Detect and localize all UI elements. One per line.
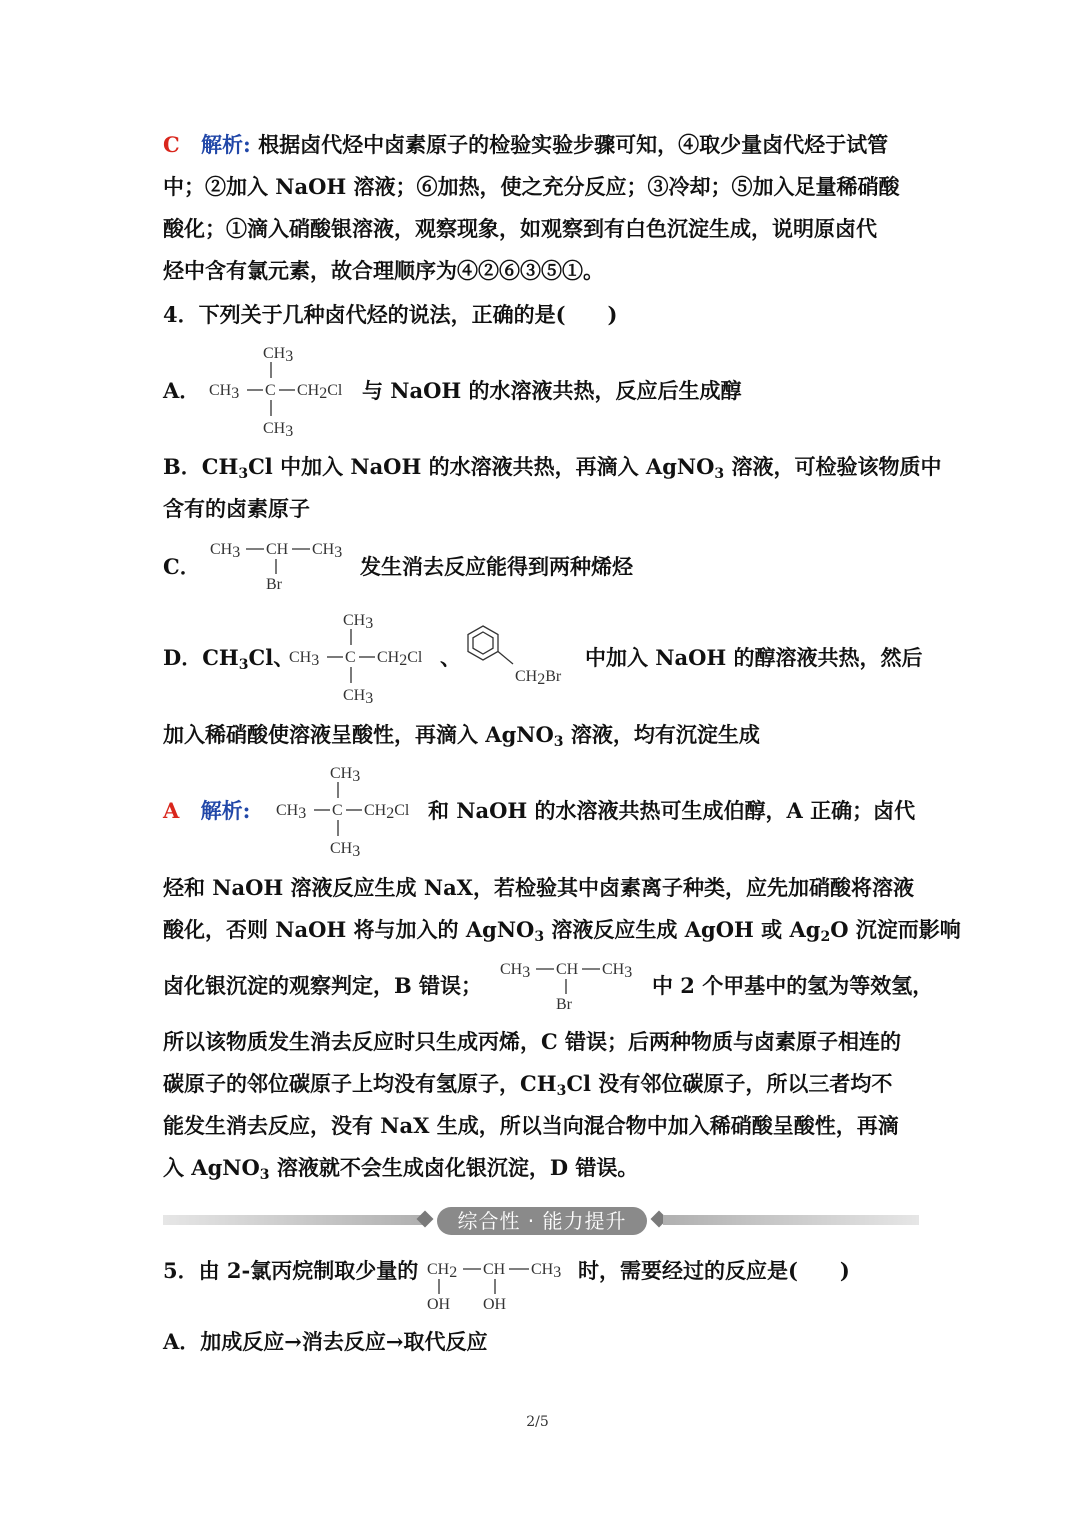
option-a-text: 与 NaOH 的水溶液共热，反应后生成醇	[362, 378, 742, 403]
structure-neopentyl-chloride-answer	[272, 760, 422, 860]
answer4-line2: 烃和 NaOH 溶液反应生成 NaX，若检验其中卤素离子种类，应先加硝酸将溶液	[163, 875, 914, 900]
section-title: 综合性 · 能力提升	[437, 1207, 647, 1235]
svg-text:CH2Br: CH2Br	[515, 668, 562, 688]
svg-text:CH: CH	[483, 1261, 506, 1278]
svg-text:CH2Cl: CH2Cl	[377, 649, 423, 669]
question5-option-a: A．加成反应→消去反应→取代反应	[163, 1329, 488, 1354]
svg-text:CH: CH	[266, 541, 289, 558]
banner-bar-right	[663, 1215, 919, 1225]
answer4-line1: 和 NaOH 的水溶液共热可生成伯醇，A 正确；卤代	[428, 798, 916, 823]
structure-neopentyl-chloride-a	[205, 340, 355, 440]
section-banner	[163, 1207, 919, 1235]
banner-bar-left	[163, 1215, 427, 1225]
svg-text:CH3: CH3	[209, 382, 240, 402]
svg-text:CH3: CH3	[343, 687, 374, 707]
svg-text:CH3: CH3	[343, 612, 374, 632]
structure-neopentyl-chloride-d	[285, 607, 435, 707]
option-d-separator: 、	[440, 645, 461, 670]
page-number: 2/5	[526, 1414, 549, 1430]
svg-text:C: C	[345, 649, 356, 666]
option-c-label: C．	[163, 554, 201, 579]
svg-text:CH3: CH3	[312, 541, 343, 561]
svg-text:CH3: CH3	[602, 961, 633, 981]
svg-text:CH3: CH3	[531, 1261, 562, 1281]
answer4-head	[163, 800, 250, 821]
svg-text:CH2: CH2	[427, 1261, 458, 1281]
answer3-line3: 酸化；①滴入硝酸银溶液，观察现象，如观察到有白色沉淀生成，说明原卤代	[163, 216, 877, 241]
structure-2-bromopropane-c	[208, 534, 353, 594]
answer-letter: C	[163, 132, 180, 157]
svg-text:CH3: CH3	[500, 961, 531, 981]
question5-stem-a: 5．由 2-氯丙烷制取少量的	[163, 1258, 419, 1283]
analysis-label: 解析:	[201, 132, 251, 157]
answer4-line4b: 中 2 个甲基中的氢为等效氢，	[652, 973, 934, 998]
structure-propanediol	[425, 1254, 575, 1314]
svg-text:OH: OH	[483, 1296, 507, 1313]
answer4-line4a: 卤化银沉淀的观察判定，B 错误；	[163, 973, 483, 998]
svg-text:CH3: CH3	[210, 541, 241, 561]
option-b-line2: 含有的卤素原子	[163, 496, 310, 521]
svg-text:CH: CH	[556, 961, 579, 978]
svg-text:C: C	[265, 382, 276, 399]
answer4-line7: 能发生消去反应，没有 NaX 生成，所以当向混合物中加入稀硝酸呈酸性，再滴	[163, 1113, 899, 1138]
question4-stem: 4．下列关于几种卤代烃的说法，正确的是( )	[163, 302, 618, 327]
answer4-line8: 入 AgNO$_3$ 溶液就不会生成卤化银沉淀，D 错误。	[163, 1155, 639, 1183]
svg-text:CH3: CH3	[330, 765, 361, 785]
svg-text:CH2Cl: CH2Cl	[297, 382, 343, 402]
option-d-line2: 加入稀硝酸使溶液呈酸性，再滴入 AgNO$_3$ 溶液，均有沉淀生成	[163, 722, 760, 750]
svg-text:CH3: CH3	[289, 649, 320, 669]
option-c-text: 发生消去反应能得到两种烯烃	[360, 554, 633, 579]
answer4-line5: 所以该物质发生消去反应时只生成丙烯，C 错误；后两种物质与卤素原子相连的	[163, 1029, 902, 1054]
answer-letter: A	[163, 798, 180, 823]
answer3-line2: 中；②加入 NaOH 溶液；⑥加热，使之充分反应；③冷却；⑤加入足量稀硝酸	[163, 174, 900, 199]
structure-benzyl-bromide	[465, 622, 580, 692]
structure-2-bromopropane-answer	[498, 954, 643, 1014]
answer4-line3: 酸化，否则 NaOH 将与加入的 AgNO$_3$ 溶液反应生成 AgOH 或 $Ag_2O$ 沉淀而影响	[163, 917, 961, 945]
option-d-part1: D．$CH_3Cl$、	[163, 645, 295, 673]
answer4-line6: 碳原子的邻位碳原子上均没有氢原子，$CH_3Cl$ 没有邻位碳原子，所以三者均不	[163, 1071, 893, 1099]
analysis-label: 解析:	[200, 798, 251, 823]
svg-text:Br: Br	[266, 576, 282, 593]
svg-text:CH3: CH3	[263, 345, 294, 365]
question5-stem-b: 时，需要经过的反应是( )	[578, 1258, 850, 1283]
svg-text:CH3: CH3	[263, 420, 294, 440]
svg-text:C: C	[332, 802, 343, 819]
answer3-line1: C 解析: 根据卤代烃中卤素原子的检验实验步骤可知，④取少量卤代烃于试管	[163, 132, 889, 157]
svg-text:CH3: CH3	[330, 840, 361, 860]
svg-text:Br: Br	[556, 996, 572, 1013]
option-d-text: 中加入 NaOH 的醇溶液共热，然后	[585, 645, 923, 670]
svg-text:CH2Cl: CH2Cl	[364, 802, 410, 822]
svg-text:OH: OH	[427, 1296, 451, 1313]
option-a-label: A．	[163, 378, 201, 403]
option-b-line1: B．$CH_3Cl$ 中加入 NaOH 的水溶液共热，再滴入 AgNO$_3$ 溶液，可检验该物质中	[163, 454, 942, 482]
svg-text:CH3: CH3	[276, 802, 307, 822]
answer3-line4: 烃中含有氯元素，故合理顺序为④②⑥③⑤①。	[163, 258, 604, 283]
